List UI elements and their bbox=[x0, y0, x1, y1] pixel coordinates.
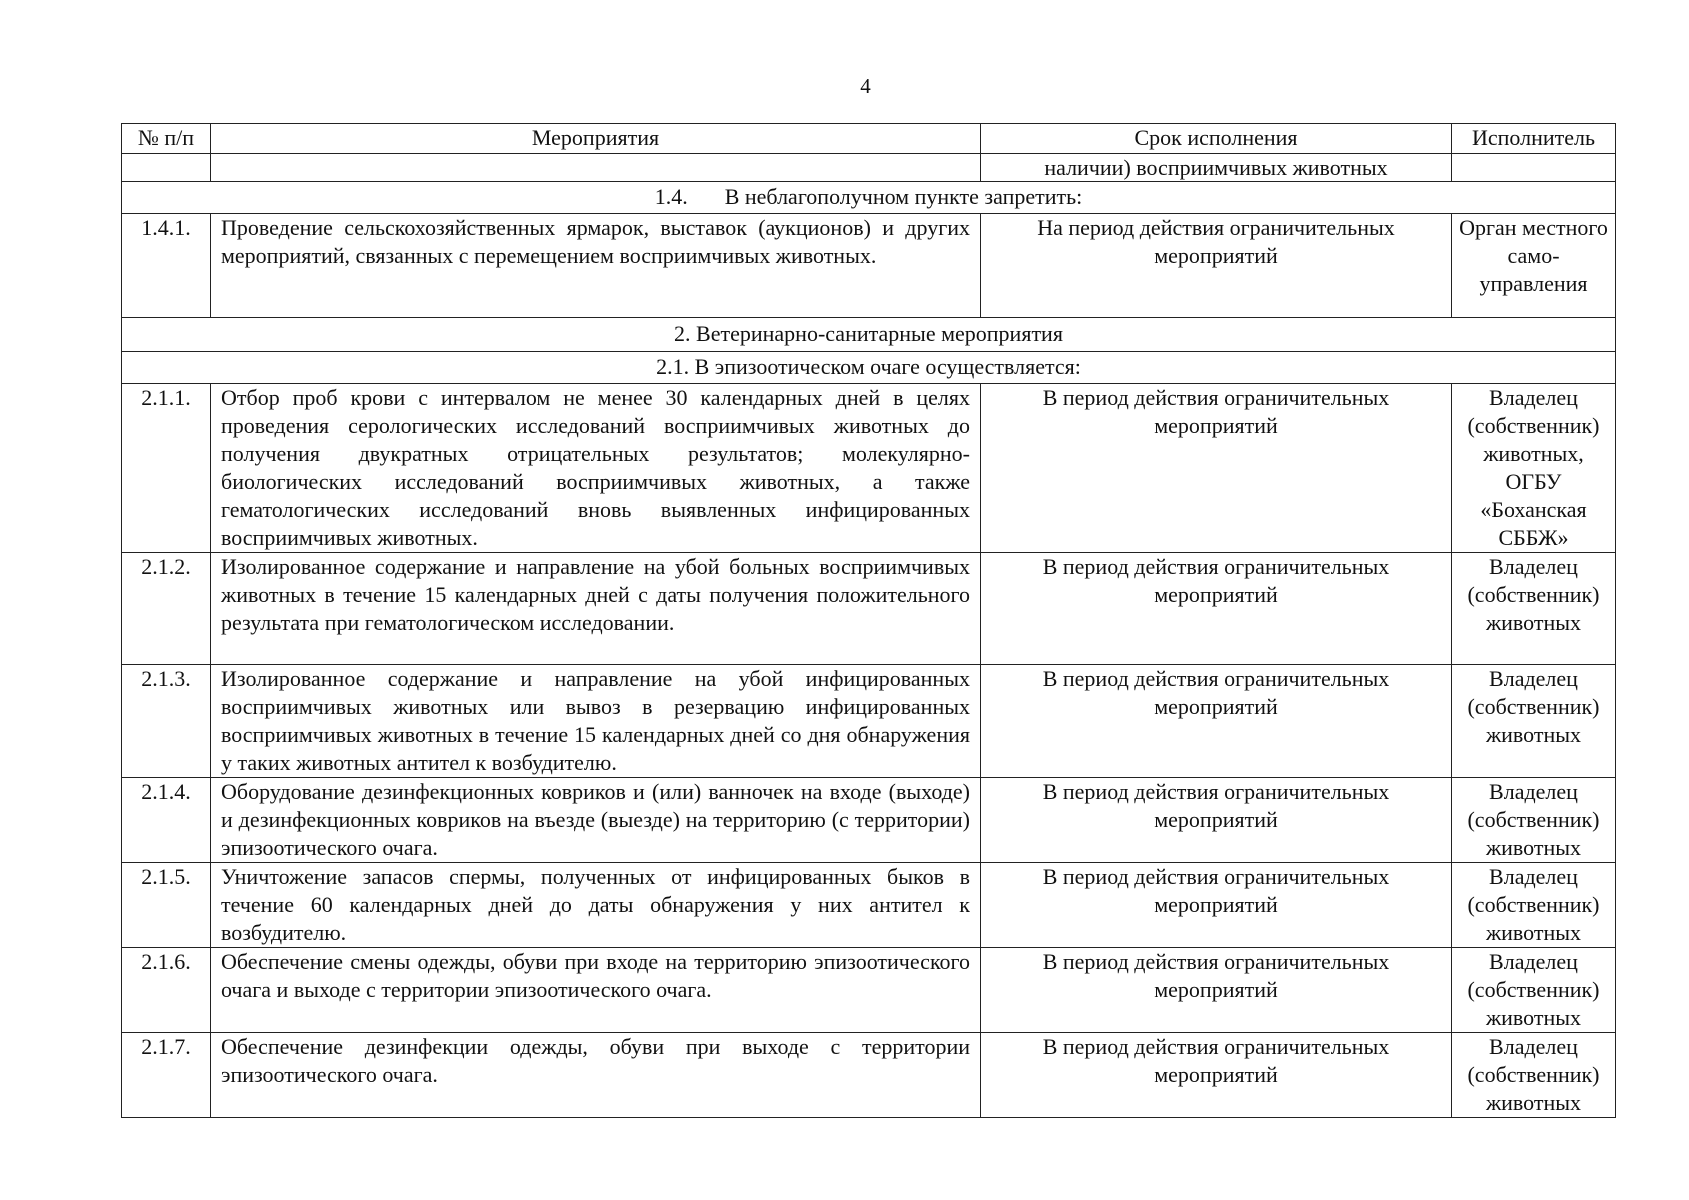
table-row bbox=[122, 553, 1616, 665]
subsection-row-1-4 bbox=[122, 182, 1616, 214]
table-cell bbox=[1452, 154, 1616, 182]
table-row bbox=[122, 665, 1616, 778]
row-action: Обеспечение смены одежды, обуви при входе на территорию эпизоотического очага и выходе с территории эпизоотического очага. bbox=[211, 948, 981, 1033]
table-cell bbox=[122, 154, 211, 182]
row-executor: Владелец (собственник) животных, ОГБУ «Боханская СББЖ» bbox=[1452, 384, 1616, 553]
table-cell bbox=[211, 154, 981, 182]
section-row-2 bbox=[122, 318, 1616, 352]
section-title: 2. Ветеринарно-санитарные мероприятия bbox=[122, 318, 1616, 352]
row-executor: Владелец (собственник) животных bbox=[1452, 863, 1616, 948]
row-term: В период действия ограничительных мероприятий bbox=[981, 948, 1452, 1033]
row-executor: Владелец (собственник) животных bbox=[1452, 948, 1616, 1033]
continuation-term: наличии) восприимчивых животных bbox=[981, 154, 1452, 182]
row-executor: Орган местного само-управления bbox=[1452, 214, 1616, 318]
row-term: В период действия ограничительных мероприятий bbox=[981, 665, 1452, 778]
table-row bbox=[122, 778, 1616, 863]
row-action: Отбор проб крови с интервалом не менее 30 календарных дней в целях проведения серологических исследований восприимчивых животных до получения двукратных отрицательных результатов; молекулярно-биологических исследований восприимчивых животных, а также гематологических исследований вновь выявленных инфицированных восприимчивых животных. bbox=[211, 384, 981, 553]
row-action: Уничтожение запасов спермы, полученных от инфицированных быков в течение 60 календарных дней до даты обнаружения у них антител к возбудителю. bbox=[211, 863, 981, 948]
row-number: 2.1.1. bbox=[122, 384, 211, 553]
page-number: 4 bbox=[860, 74, 871, 98]
row-term: В период действия ограничительных мероприятий bbox=[981, 384, 1452, 553]
row-executor: Владелец (собственник) животных bbox=[1452, 553, 1616, 665]
table-row bbox=[122, 863, 1616, 948]
subsection-text: В неблагополучном пункте запретить: bbox=[724, 184, 1083, 209]
row-number: 2.1.7. bbox=[122, 1033, 211, 1118]
row-term: В период действия ограничительных мероприятий bbox=[981, 778, 1452, 863]
header-term: Срок исполнения bbox=[981, 124, 1452, 154]
subsection-title: 2.1. В эпизоотическом очаге осуществляется: bbox=[122, 352, 1616, 384]
row-number: 1.4.1. bbox=[122, 214, 211, 318]
table-row bbox=[122, 1033, 1616, 1118]
row-action: Проведение сельскохозяйственных ярмарок, выставок (аукционов) и других мероприятий, связанных с перемещением восприимчивых животных. bbox=[211, 214, 981, 318]
measures-table bbox=[121, 123, 1616, 1118]
subsection-title bbox=[122, 182, 1616, 214]
row-action: Изолированное содержание и направление на убой больных восприимчивых животных в течение 15 календарных дней с даты получения положительного результата при гематологическом исследовании. bbox=[211, 553, 981, 665]
table-row bbox=[122, 948, 1616, 1033]
header-number: № п/п bbox=[122, 124, 211, 154]
row-executor: Владелец (собственник) животных bbox=[1452, 778, 1616, 863]
row-number: 2.1.2. bbox=[122, 553, 211, 665]
header-measures: Мероприятия bbox=[211, 124, 981, 154]
row-number: 2.1.4. bbox=[122, 778, 211, 863]
row-action: Обеспечение дезинфекции одежды, обуви при выходе с территории эпизоотического очага. bbox=[211, 1033, 981, 1118]
row-number: 2.1.5. bbox=[122, 863, 211, 948]
row-term: В период действия ограничительных мероприятий bbox=[981, 1033, 1452, 1118]
row-action: Изолированное содержание и направление на убой инфицированных восприимчивых животных или вывоз в резервацию инфицированных восприимчивых животных в течение 15 календарных дней со дня обнаружения у таких животных антител к возбудителю. bbox=[211, 665, 981, 778]
table-row bbox=[122, 214, 1616, 318]
subsection-row-2-1 bbox=[122, 352, 1616, 384]
row-number: 2.1.6. bbox=[122, 948, 211, 1033]
row-executor: Владелец (собственник) животных bbox=[1452, 665, 1616, 778]
row-action: Оборудование дезинфекционных ковриков и (или) ванночек на входе (выходе) и дезинфекционных ковриков на въезде (выезде) на территорию (с территории) эпизоотического очага. bbox=[211, 778, 981, 863]
row-term: На период действия ограничительных мероприятий bbox=[981, 214, 1452, 318]
continuation-row bbox=[122, 154, 1616, 182]
subsection-number: 1.4. bbox=[654, 184, 688, 209]
table-row bbox=[122, 384, 1616, 553]
table-header-row bbox=[122, 124, 1616, 154]
row-term: В период действия ограничительных мероприятий bbox=[981, 863, 1452, 948]
row-executor: Владелец (собственник) животных bbox=[1452, 1033, 1616, 1118]
header-executor: Исполнитель bbox=[1452, 124, 1616, 154]
row-number: 2.1.3. bbox=[122, 665, 211, 778]
row-term: В период действия ограничительных мероприятий bbox=[981, 553, 1452, 665]
